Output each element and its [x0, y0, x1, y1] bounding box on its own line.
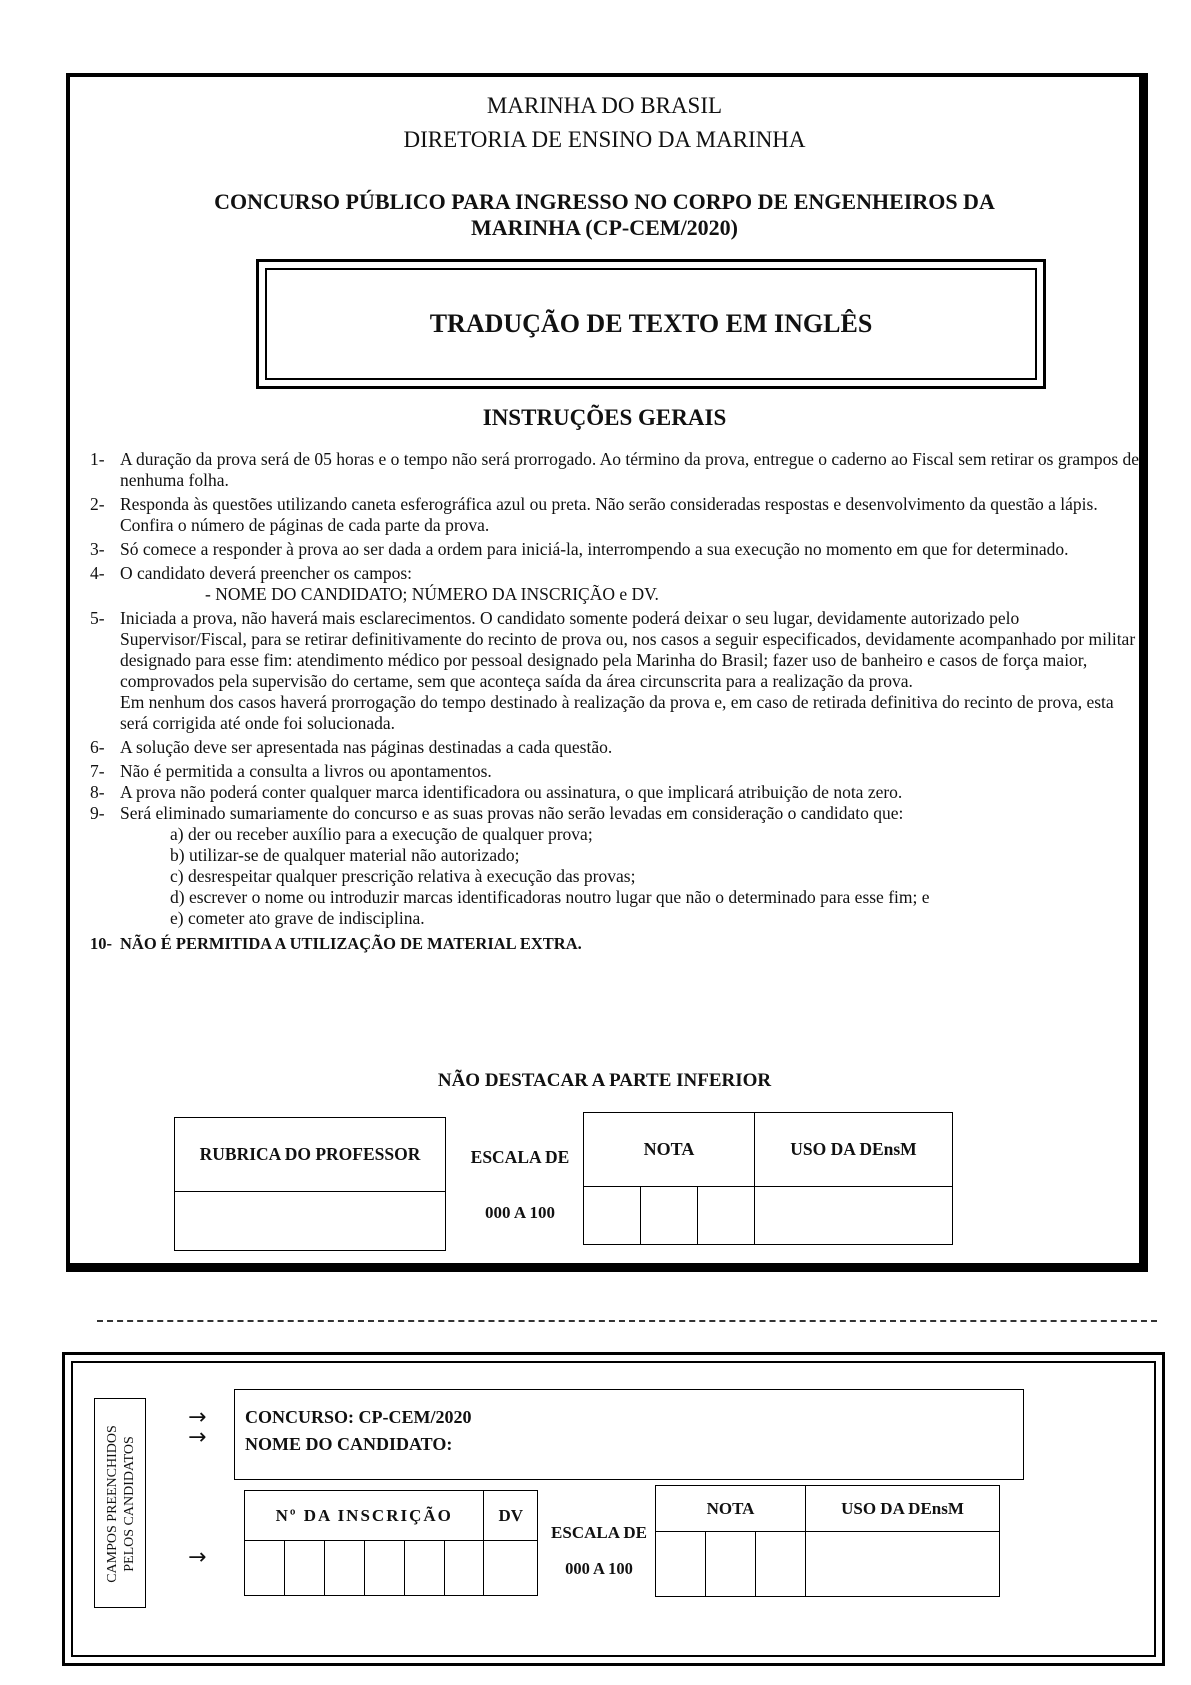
instruction-9-e: e) cometer ato grave de indisciplina.: [170, 908, 425, 928]
instruction-number: 5-: [90, 608, 105, 628]
arrow-right-icon: →: [188, 1425, 207, 1450]
uso-label: USO DA DEnsM: [806, 1486, 1000, 1532]
uso-label: USO DA DEnsM: [755, 1113, 953, 1187]
instruction-number: 3-: [90, 539, 105, 559]
instruction-2: [90, 494, 1140, 536]
escala-label: ESCALA DE: [551, 1523, 647, 1542]
instruction-text: A duração da prova será de 05 horas e o tempo não será prorrogado. Ao término da prova, entregue o caderno ao Fiscal sem retirar os grampos de nenhuma folha.: [120, 449, 1140, 490]
instruction-10: [90, 933, 1140, 954]
arrow-right-icon: →: [188, 1405, 207, 1430]
instruction-text: O candidato deverá preencher os campos:: [120, 563, 413, 583]
candidate-info-box: [234, 1389, 1024, 1480]
instruction-text: Só comece a responder à prova ao ser dada a ordem para iniciá-la, interrompendo a sua execução no momento em que for determinado.: [120, 539, 1069, 559]
instruction-text: A prova não poderá conter qualquer marca identificadora ou assinatura, o que implicará atribuição de nota zero.: [120, 782, 903, 802]
side-label-line-2: PELOS CANDIDATOS: [122, 1436, 137, 1572]
rubrica-signature-cell[interactable]: [175, 1192, 446, 1251]
instruction-text: Será eliminado sumariamente do concurso e as suas provas não serão levadas em consideração o candidato que:: [120, 803, 904, 823]
cut-line: [97, 1320, 1157, 1322]
instruction-8: [90, 782, 1140, 803]
instruction-number: 9-: [90, 803, 105, 823]
exam-cover-frame: [66, 73, 1148, 1272]
instruction-number: 8-: [90, 782, 105, 802]
uso-cell[interactable]: [755, 1187, 953, 1245]
instruction-text: Responda às questões utilizando caneta esferográfica azul ou preta. Não serão consideradas respostas e desenvolvimento da questão a lápis. Confira o número de páginas de cada parte da prova.: [120, 494, 1098, 535]
exam-title: TRADUÇÃO DE TEXTO EM INGLÊS: [265, 268, 1037, 380]
instructions-heading: INSTRUÇÕES GERAIS: [482, 405, 727, 430]
nota-digit-cell[interactable]: [756, 1532, 806, 1597]
header-line-1: MARINHA DO BRASIL: [486, 93, 723, 118]
inscricao-label: Nº DA INSCRIÇÃO: [245, 1491, 484, 1541]
instruction-number: 1-: [90, 449, 105, 469]
instruction-9-a: a) der ou receber auxílio para a execução de qualquer prova;: [170, 824, 593, 844]
instruction-5: [90, 608, 1140, 692]
contest-title-line-1: CONCURSO PÚBLICO PARA INGRESSO NO CORPO DE ENGENHEIROS DA: [214, 189, 995, 214]
side-label-line-1: CAMPOS PREENCHIDOS: [105, 1425, 120, 1583]
escala-range: 000 A 100: [485, 1203, 555, 1222]
side-label: [104, 1399, 138, 1609]
nota-table-bottom: [655, 1485, 1000, 1597]
nota-digit-cell[interactable]: [706, 1532, 756, 1597]
inscricao-digit-cell[interactable]: [324, 1541, 364, 1596]
instructions-list: [90, 449, 1140, 954]
contest-title-line-2: MARINHA (CP-CEM/2020): [470, 215, 739, 240]
side-label-box: [94, 1398, 146, 1608]
instruction-7: [90, 761, 1140, 782]
nota-digit-cell[interactable]: [656, 1532, 706, 1597]
instruction-4: [90, 563, 1140, 584]
nota-digit-cell[interactable]: [641, 1187, 698, 1245]
candidate-stub-frame: [62, 1352, 1165, 1666]
instruction-number: 10-: [90, 934, 112, 953]
rubrica-label: RUBRICA DO PROFESSOR: [175, 1118, 446, 1192]
nota-label: NOTA: [656, 1486, 806, 1532]
instruction-text: Em nenhum dos casos haverá prorrogação do tempo destinado à realização da prova e, em caso de retirada definitiva do recinto de prova, esta será corrigida até onde foi solucionada.: [120, 692, 1114, 733]
instruction-number: 6-: [90, 737, 105, 757]
instruction-number: 4-: [90, 563, 105, 583]
rubrica-table: [174, 1117, 446, 1251]
instruction-text: A solução deve ser apresentada nas páginas destinadas a cada questão.: [120, 737, 613, 757]
inscricao-digit-cell[interactable]: [284, 1541, 324, 1596]
instruction-1: [90, 449, 1140, 491]
do-not-detach-notice: NÃO DESTACAR A PARTE INFERIOR: [437, 1070, 772, 1091]
nota-label: NOTA: [584, 1113, 755, 1187]
uso-cell[interactable]: [806, 1532, 1000, 1597]
instruction-9-c: c) desrespeitar qualquer prescrição relativa à execução das provas;: [170, 866, 636, 886]
dv-cell[interactable]: [484, 1541, 538, 1596]
inscricao-digit-cell[interactable]: [444, 1541, 484, 1596]
instruction-4-fields: - NOME DO CANDIDATO; NÚMERO DA INSCRIÇÃO e DV.: [205, 584, 659, 604]
dv-label: DV: [484, 1491, 538, 1541]
instruction-9: [90, 803, 1140, 824]
concurso-field: CONCURSO: CP-CEM/2020: [245, 1407, 472, 1427]
inscricao-digit-cell[interactable]: [245, 1541, 285, 1596]
instruction-5-continued: [90, 692, 1140, 734]
title-box: [256, 259, 1046, 389]
instruction-9-b: b) utilizar-se de qualquer material não autorizado;: [170, 845, 520, 865]
instruction-number: 2-: [90, 494, 105, 514]
escala-label: ESCALA DE: [470, 1147, 570, 1167]
instruction-6: [90, 737, 1140, 758]
inscricao-digit-cell[interactable]: [404, 1541, 444, 1596]
candidate-stub-inner: [71, 1361, 1156, 1657]
instruction-3: [90, 539, 1140, 560]
escala-range: 000 A 100: [565, 1559, 633, 1578]
instruction-text: Não é permitida a consulta a livros ou apontamentos.: [120, 761, 492, 781]
instruction-text: Iniciada a prova, não haverá mais esclarecimentos. O candidato somente poderá deixar o seu lugar, devidamente autorizado pelo Supervisor/Fiscal, para se retirar definitivamente do recinto de prova ou, nos casos a seguir especificados, devidamente acompanhado por militar designado para esse fim: atendimento médico por pessoal designado pela Marinha do Brasil; fazer uso de banheiro e casos de força maior, comprovados pela supervisão do certame, sem que aconteça saída da área circunscrita para a realização da prova.: [120, 608, 1136, 691]
header-line-2: DIRETORIA DE ENSINO DA MARINHA: [403, 127, 806, 152]
instruction-number: 7-: [90, 761, 105, 781]
nota-table: [583, 1112, 953, 1245]
nota-digit-cell[interactable]: [584, 1187, 641, 1245]
nota-digit-cell[interactable]: [698, 1187, 755, 1245]
instruction-9-d: d) escrever o nome ou introduzir marcas identificadoras noutro lugar que não o determinado para esse fim; e: [170, 887, 930, 907]
arrow-right-icon: →: [188, 1545, 207, 1570]
candidate-name-field[interactable]: NOME DO CANDIDATO:: [245, 1434, 453, 1454]
instruction-text: NÃO É PERMITIDA A UTILIZAÇÃO DE MATERIAL EXTRA.: [120, 934, 582, 953]
inscricao-table: [244, 1490, 538, 1596]
inscricao-digit-cell[interactable]: [364, 1541, 404, 1596]
